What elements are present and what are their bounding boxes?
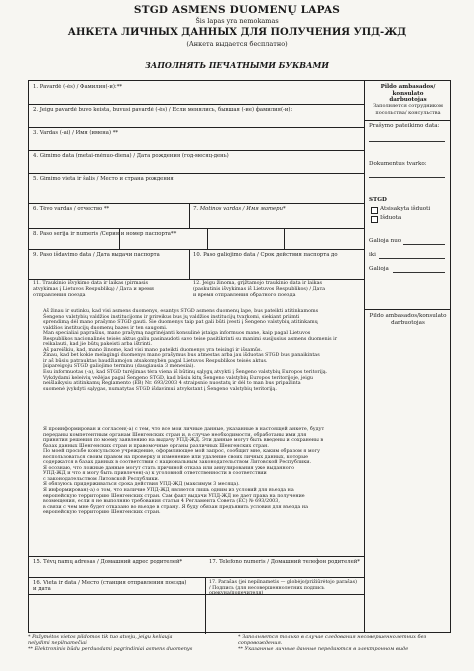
- refused-label: Atsisakyta išduoti: [380, 206, 431, 212]
- birth-place-field[interactable]: 5. Gimimo vieta ir šalis / Место и страна рождения: [33, 176, 174, 182]
- valid-from-label: Galioja nuo: [369, 238, 402, 244]
- former-surname-field[interactable]: 2. Jeigu pavardė buvo keista, buvusi pavardė (-ės) / Если менялись, бывшая (-ие) фамилия(-и):: [33, 107, 293, 113]
- valid-label: Galioja: [369, 266, 389, 272]
- passport-issue-date-field[interactable]: 9. Paso išdavimo data / Дата выдачи паспорта: [33, 252, 160, 258]
- footnotes-ru: * Заполняется только в случае следования несовершеннолетних без сопровождения. ** Указанные личные данные передаются в электронном виде: [238, 634, 427, 652]
- issued-checkbox[interactable]: [371, 216, 378, 223]
- passport-number-field[interactable]: 8. Paso serija ir numeris /Серия и номер паспорта**: [33, 231, 177, 237]
- official-use-header-ru: Заполняется сотрудником посольства/ консульства: [373, 103, 443, 116]
- official-use-header: Pildo ambasados/ konsulato darbuotojas: [380, 84, 436, 104]
- issued-label: Išduota: [380, 215, 402, 221]
- received-date-label: Prašymo pateikimo data:: [369, 123, 440, 129]
- official-use-header-2: Pildo ambasados/konsulato darbuotojas: [369, 313, 447, 326]
- surname-field[interactable]: 1. Pavardė (-ės) / Фамилия(-и):**: [33, 84, 123, 90]
- declaration-lt: Aš žinau ir sutinku, kad visi asmens duomenys, esantys STGD asmens duomenų lape, bus pateikti atitinkamoms Šengeno valstybių valdžios institucijoms ir prireikus bus jų valdžios institucijų tvarkomi, siekiant priimti sprendimą dėl mano prašymo STGD gauti. Šie duomenys taip pat gali būti įvesti į Šengeno valstybių atitinkamų valdžios institucijų duomenų bazes ir ten saugomi. Man specialiai paprašius, mano prašymą nagrinėjanti konsulinė įstaiga informuos mane, kaip pagal Lietuvos Respublikos nacionalinės teisės aktus galiu pasinaudoti savo teise pasitikrinti su manimi susijusius asmens duomenis ir reikalauti, kad jie būtų pakeisti arba ištrinti. Aš pareiškiu, kad, mano žinome, kad visi mano pateikti duomenys yra teisingi ir išsamūs. Žinau, kad bet kokie melagingi duomenys mano prašymus bus atmestas arba jau išduotas STGD bus panaikintas ir aš būsiu patrauktas baudžiamojon atsakomybėn pagal Lietuvos Respublikos teisės aktus. Įsipareigoju STGD galiojimo terminu (daugiausia 3 mėnesiai). Esu informuotas (-a), kad STGD turėjimas tėra viena iš būtinų sąlygų atvykti į Šengeno valstybių Europos teritoriją. Vykdydami keleivių vežėjas pagal Šengeno STGD, kad būsiu kitų Šengeno valstybių Europos teritorijoje, jeigu neišlaikysiu atitinkamų Reglamento (EB) Nr. 693/2003 4 straipsnio nuostatų ir dėl to man bus pripažinta suomenė įvykdyti sąlygas, numatytas STGD išdavimui atvykstant į Šengeno valstybių teritoriją.: [43, 308, 338, 392]
- passport-expiry-field[interactable]: 10. Paso galiojimo data / Срок действия паспорта до: [193, 252, 338, 258]
- father-name-field[interactable]: 6. Tėvo vardas / отчество **: [33, 206, 110, 212]
- signature-field[interactable]: 17. Parašas (jei nepilnametis — globėjo/prižiūrėtojo parašas) / Подпись (для несовершеннолетних подпись опекуна/попечителя): [209, 580, 357, 597]
- return-datetime-field[interactable]: 12. Jeigu žinoma, grįžtamojo traukinio data ir laikas (paskutinis išvykimas iš Lietuvos Respublikos) / Дата и время отправления обратного поезда: [193, 280, 326, 298]
- parents-address-field[interactable]: 15. Tėvų namų adresas / Домашний адрес родителей*: [33, 559, 183, 565]
- mother-name-field[interactable]: 7. Motinos vardas / Имя матери*: [193, 206, 286, 212]
- departure-datetime-field[interactable]: 11. Traukinio išvykimo data ir laikas (pirmasis atvykimas į Lietuvos Respubliką) / Дата и время отправления поезда: [33, 280, 154, 298]
- parents-phone-field[interactable]: 17. Telefono numeris / Домашний телефон родителей*: [209, 559, 360, 565]
- place-date-field[interactable]: 16. Vieta ir data / Место (станция отправления поезда) и дата: [33, 580, 187, 593]
- given-name-field[interactable]: 3. Vardas (-ai) / Имя (имена) **: [33, 130, 118, 136]
- form-title-lt: STGD ASMENS DUOMENŲ LAPAS: [133, 4, 341, 16]
- footnotes-lt: * Pažymėtos vietos pildomos tik tuo atveju, jeigu keliauja nelydimi nepilnamečiai ** Elektroninis būdu perduodami pagrindiniai asmens duomenys: [28, 634, 193, 652]
- form-subtitle-lt: Šis lapas yra nemokamas: [195, 17, 279, 25]
- valid-to-label: iki: [369, 252, 376, 258]
- form-grid: [28, 80, 365, 633]
- birth-date-field[interactable]: 4. Gimimo data (metai-mėnuo-diena) / Дата рождения (год-месяц-день): [33, 153, 229, 159]
- declaration-ru: Я проинформирован и согласен(-а) с тем, что все мои личные данные, указанные в настоящей анкете, будут переданы компетентным органам Шенгенских стран и, в случае необходимости, обработаны ими для принятия решения по моему заявлению на выдачу УПД-ЖД. Эти данные могут быть введены и сохранены в базах данных Шенгенских стран и правомочные органы различных Шенгенских стран. По моей просьбе консульское учреждение, оформляющее мой запрос, сообщит мне, каким образом я могу воспользоваться своим правом на проверку и изменение или удаление своих личных данных, которые содержатся в базах данных в соответствии с национальным законодательством Литовской Республики. Я осознаю, что ложные данные могут стать причиной отказа или аннулирования уже выданного УПД-ЖД и что я могу быть привлечен(-а) к уголовной ответственности в соответствии с законодательством Литовской Республики. Я обязуюсь придерживаться срока действия УПД-ЖД (максимум 3 месяца). Я информирован(-а) о том, что наличие УПД-ЖД является лишь одним из условий для въезда на европейскую территорию Шенгенских стран. Сам факт выдачи УПД-ЖД не дает права на получение возмещения, если я не выполняю требования статьи 4 Регламента Совета (ЕС) № 693/2003, в связи с чем мне будет отказано во въезде в страну. Я буду обязан предъявить условия для въезда на европейскую территорию Шенгенских стран.: [43, 426, 325, 516]
- official-use-panel: [365, 80, 451, 633]
- form-title-ru: АНКЕТА ЛИЧНЫХ ДАННЫХ ДЛЯ ПОЛУЧЕНИЯ УПД-ЖД: [67, 27, 407, 38]
- fill-instruction: ЗАПОЛНЯТЬ ПЕЧАТНЫМИ БУКВАМИ: [145, 60, 329, 70]
- documents-handled-label: Dokumentus tvarko:: [369, 161, 427, 167]
- form-subtitle-ru: (Анкета выдается бесплатно): [186, 40, 288, 48]
- stgd-label: STGD: [369, 197, 387, 203]
- refused-checkbox[interactable]: [371, 207, 378, 214]
